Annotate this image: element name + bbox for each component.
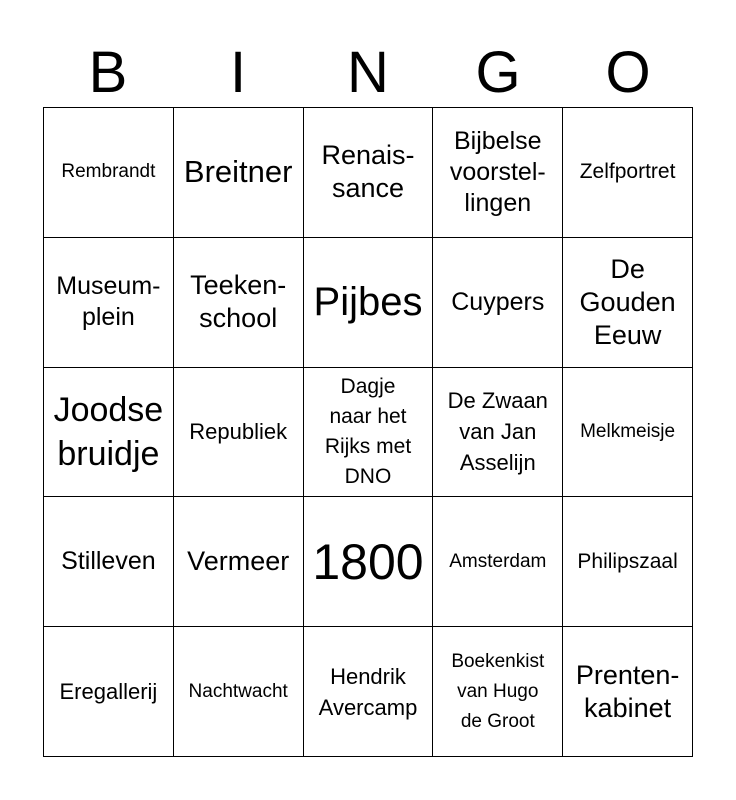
bingo-cell-text: Stilleven (61, 547, 156, 576)
bingo-cell-r2c2[interactable] (174, 238, 304, 368)
bingo-cell-r1c5[interactable] (563, 108, 693, 238)
bingo-cell-r3c4[interactable] (433, 368, 563, 498)
bingo-cell-r2c5[interactable] (563, 238, 693, 368)
bingo-cell-r3c5[interactable] (563, 368, 693, 498)
bingo-cell-r2c3[interactable] (304, 238, 434, 368)
bingo-cell-text: Rembrandt (61, 161, 156, 183)
header-letter-n: N (347, 40, 389, 105)
bingo-cell-text: Hendrik Avercamp (318, 663, 418, 720)
bingo-cell-r4c4[interactable] (433, 497, 563, 627)
bingo-cell-r1c1[interactable] (44, 108, 174, 238)
bingo-cell-text: 1800 (312, 533, 424, 590)
bingo-cell-r5c5[interactable] (563, 627, 693, 757)
bingo-cell-text: Republiek (189, 419, 288, 445)
bingo-cell-text: Cuypers (451, 287, 545, 316)
bingo-cell-text: Melkmeisje (580, 420, 676, 442)
header-letter-o: O (605, 40, 651, 105)
bingo-cell-text: Renais- sance (321, 140, 415, 204)
bingo-cell-r5c2[interactable] (174, 627, 304, 757)
bingo-cell-r5c4[interactable] (433, 627, 563, 757)
header-letter-i: I (229, 40, 247, 105)
bingo-cell-text: Boekenkist van Hugo de Groot (451, 650, 545, 732)
header-letter-b: B (88, 40, 128, 105)
bingo-cell-r2c1[interactable] (44, 238, 174, 368)
bingo-header (43, 40, 693, 106)
bingo-cell-r3c3[interactable] (304, 368, 434, 498)
bingo-cell-text: Bijbelse voorstel- lingen (449, 126, 546, 217)
bingo-cell-r1c3[interactable] (304, 108, 434, 238)
bingo-cell-text: Nachtwacht (188, 680, 288, 702)
bingo-cell-r4c1[interactable] (44, 497, 174, 627)
bingo-cell-text: Philipszaal (577, 549, 678, 573)
bingo-cell-text: De Zwaan van Jan Asselijn (447, 388, 548, 476)
bingo-cell-text: De Gouden Eeuw (579, 253, 676, 350)
bingo-cell-r5c1[interactable] (44, 627, 174, 757)
bingo-cell-r1c4[interactable] (433, 108, 563, 238)
bingo-cell-r1c2[interactable] (174, 108, 304, 238)
bingo-cell-r4c5[interactable] (563, 497, 693, 627)
bingo-cell-text: Pijbes (313, 280, 423, 325)
bingo-cell-r4c2[interactable] (174, 497, 304, 627)
bingo-cell-text: Breitner (183, 154, 293, 190)
bingo-cell-r5c3[interactable] (304, 627, 434, 757)
bingo-cell-text: Teeken- school (190, 270, 287, 334)
bingo-cell-text: Amsterdam (449, 550, 547, 572)
bingo-cell-r2c4[interactable] (433, 238, 563, 368)
bingo-grid (43, 107, 693, 757)
bingo-cell-r3c2[interactable] (174, 368, 304, 498)
bingo-cell-r3c1[interactable] (44, 368, 174, 498)
bingo-cell-r4c3[interactable] (304, 497, 434, 627)
bingo-cell-text: Eregallerij (59, 679, 158, 705)
bingo-cell-text: Vermeer (187, 546, 290, 577)
header-letter-g: G (475, 40, 521, 105)
bingo-cell-text: Prenten- kabinet (575, 659, 680, 723)
bingo-cell-text: Dagje naar het Rijks met DNO (324, 374, 412, 488)
bingo-cell-text: Joodse bruidje (53, 390, 164, 473)
bingo-cell-text: Zelfportret (579, 160, 676, 184)
bingo-cell-text: Museum- plein (56, 272, 161, 332)
